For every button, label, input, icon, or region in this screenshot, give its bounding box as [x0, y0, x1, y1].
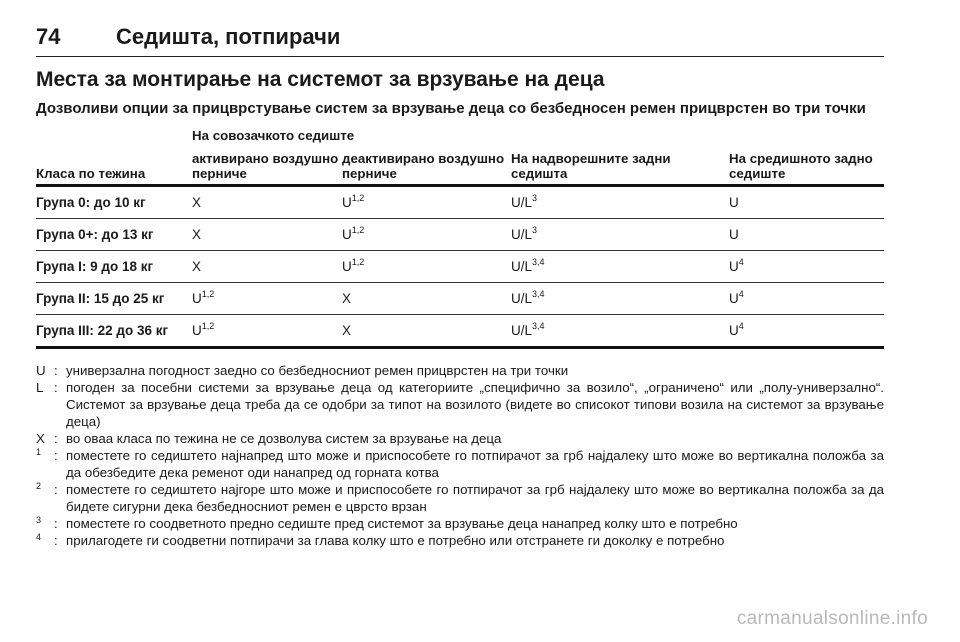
footnote-ref: 1,2 — [351, 225, 365, 235]
cell-text: Група I: 9 до 18 кг — [36, 259, 154, 274]
cell-text: U — [192, 291, 202, 306]
cell-text: U — [729, 323, 739, 338]
legend-item — [36, 447, 884, 481]
table-row — [36, 315, 884, 348]
footnote-ref: 3 — [532, 193, 538, 203]
cell-text: U/L — [511, 227, 533, 242]
suitability-cell — [342, 251, 511, 283]
legend-item — [36, 430, 884, 447]
legend-text: поместете го седиштето најгоре што може и приспособете го потпирачот за грб најдалеку што може во вертикална положба за да бидете сигурни дека безбедносниот ремен е цврсто врзан — [66, 482, 884, 514]
legend — [36, 362, 884, 549]
legend-text: поместете го соодветното предно седиште пред системот за врзување деца нанапред колку што е потребно — [66, 516, 738, 531]
legend-item — [36, 362, 884, 379]
legend-text: универзална погодност заедно со безбедносниот ремен прицврстен на три точки — [66, 363, 569, 378]
page-number: 74 — [36, 24, 61, 49]
legend-key: 2 — [36, 481, 42, 491]
suitability-cell — [729, 219, 884, 251]
suitability-cell — [342, 315, 511, 348]
suitability-cell — [192, 219, 342, 251]
footnote-ref: 4 — [738, 289, 744, 299]
suitability-cell — [342, 186, 511, 219]
suitability-cell — [342, 219, 511, 251]
legend-text: поместете го седиштето најнапред што може и приспособете го потпирачот за грб најдалеку што може во вертикална положба за да обезбедите дека ременот оди нанапред од горната котва — [66, 448, 884, 480]
cell-text: U — [342, 195, 352, 210]
cell-text: U/L — [511, 291, 533, 306]
suitability-cell — [729, 283, 884, 315]
legend-text: во оваа класа по тежина не се дозволува систем за врзување на деца — [66, 431, 502, 446]
footnote-ref: 1,2 — [351, 193, 365, 203]
table-row — [36, 186, 884, 219]
legend-separator: : — [54, 448, 58, 463]
table-row — [36, 219, 884, 251]
cell-text: U/L — [511, 195, 533, 210]
legend-key: 4 — [36, 532, 42, 542]
column-header-airbag-deactivated: деактивирано воздушно перниче — [342, 151, 505, 181]
cell-text: U/L — [511, 323, 533, 338]
column-header-weight-class: Класа по тежина — [36, 166, 146, 181]
legend-item — [36, 515, 884, 532]
legend-key: L — [36, 380, 44, 395]
legend-key: X — [36, 431, 45, 446]
cell-text: Група 0: до 10 кг — [36, 195, 146, 210]
cell-text: X — [192, 195, 202, 210]
footnote-ref: 3,4 — [532, 321, 545, 331]
column-header-airbag-active: активирано воздушно перниче — [192, 151, 339, 181]
cell-text: X — [342, 323, 352, 338]
cell-text: U — [192, 323, 202, 338]
suitability-cell — [342, 283, 511, 315]
cell-text: X — [192, 227, 202, 242]
weight-class-cell — [36, 251, 192, 283]
cell-text: X — [192, 259, 202, 274]
column-header-middle-rear-seat: На средишното задно седиште — [729, 151, 873, 181]
legend-separator: : — [54, 431, 58, 446]
legend-separator: : — [54, 516, 58, 531]
legend-key: U — [36, 363, 46, 378]
legend-separator: : — [54, 533, 58, 548]
suitability-cell — [192, 315, 342, 348]
suitability-cell — [192, 283, 342, 315]
weight-class-cell — [36, 219, 192, 251]
cell-text: Група 0+: до 13 кг — [36, 227, 154, 242]
footnote-ref: 3,4 — [532, 257, 545, 267]
cell-text: X — [342, 291, 352, 306]
cell-text: U — [729, 259, 739, 274]
suitability-cell — [729, 251, 884, 283]
legend-key: 1 — [36, 447, 42, 457]
suitability-cell — [192, 186, 342, 219]
section-title: Места за монтирање на системот за врзување на деца — [36, 68, 605, 91]
watermark: carmanualsonline.info — [736, 608, 928, 629]
cell-text: U/L — [511, 259, 533, 274]
passenger-seat-group-header: На совозачкото седиште — [192, 128, 355, 143]
cell-text: Група III: 22 до 36 кг — [36, 323, 169, 338]
suitability-cell — [729, 315, 884, 348]
running-head — [36, 24, 884, 54]
cell-text: U — [342, 259, 352, 274]
footnote-ref: 1,2 — [201, 321, 215, 331]
cell-text: U — [729, 195, 739, 210]
suitability-cell — [511, 219, 729, 251]
suitability-cell — [729, 186, 884, 219]
suitability-cell — [192, 251, 342, 283]
suitability-cell — [511, 186, 729, 219]
cell-text: U — [729, 291, 739, 306]
legend-text: прилагодете ги соодветни потпирачи за глава колку што е потребно или отстранете ги доколку е потребно — [66, 533, 725, 548]
legend-separator: : — [54, 363, 58, 378]
legend-key: 3 — [36, 515, 42, 525]
weight-class-cell — [36, 186, 192, 219]
weight-class-cell — [36, 283, 192, 315]
weight-class-cell — [36, 315, 192, 348]
legend-text: погоден за посебни системи за врзување деца од категориите „специфично за возило“, „ограничено“ или „полу-универзално“. Системот за врзување деца треба да се одобри за типот на возилото (видете во списокот типови возила на системот за врзување деца) — [66, 380, 884, 429]
footnote-ref: 3,4 — [532, 289, 545, 299]
footnote-ref: 3 — [532, 225, 538, 235]
legend-item — [36, 481, 884, 515]
legend-separator: : — [54, 482, 58, 497]
subsection-title: Дозволиви опции за прицврстување систем за врзување деца со безбедносен ремен прицврстен во три точки — [36, 100, 866, 117]
suitability-cell — [511, 251, 729, 283]
manual-page — [36, 24, 884, 549]
footnote-ref: 1,2 — [201, 289, 215, 299]
suitability-cell — [511, 283, 729, 315]
suitability-cell — [511, 315, 729, 348]
column-header-outer-rear-seats: На надворешните задни седишта — [511, 151, 671, 181]
header-rule — [36, 56, 884, 57]
cell-text: Група II: 15 до 25 кг — [36, 291, 165, 306]
footnote-ref: 1,2 — [351, 257, 365, 267]
cell-text: U — [729, 227, 739, 242]
footnote-ref: 4 — [738, 321, 744, 331]
child-seat-table — [36, 128, 884, 349]
cell-text: U — [342, 227, 352, 242]
legend-separator: : — [54, 380, 58, 395]
table-row — [36, 251, 884, 283]
legend-item — [36, 379, 884, 430]
legend-item — [36, 532, 884, 549]
footnote-ref: 4 — [738, 257, 744, 267]
running-title: Седишта, потпирачи — [116, 24, 341, 49]
table-row — [36, 283, 884, 315]
